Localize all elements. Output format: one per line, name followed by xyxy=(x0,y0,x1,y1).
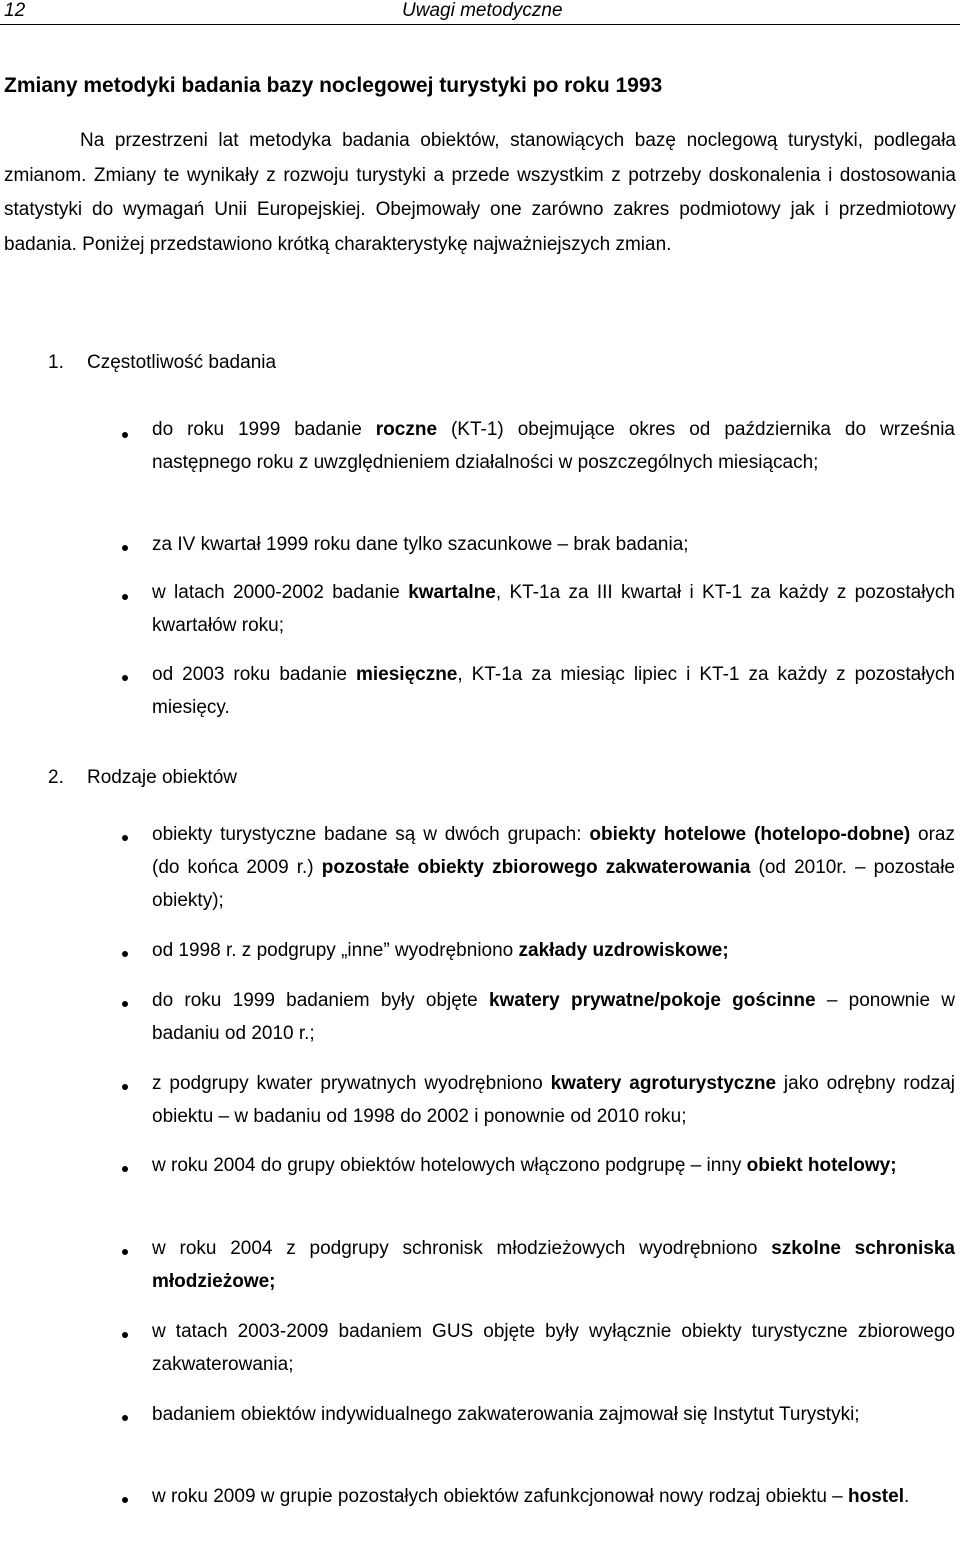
list-item xyxy=(152,1315,955,1381)
bold-term: kwatery agroturystyczne xyxy=(550,1073,777,1094)
item-text: w tatach 2003-2009 badaniem GUS objęte były wyłącznie obiekty turystyczne zbiorowego zakwaterowania; xyxy=(152,1321,955,1375)
bold-term: zakłady uzdrowiskowe; xyxy=(518,940,729,961)
list-item xyxy=(152,934,955,967)
section-number: 1. xyxy=(48,352,64,373)
item-text: do roku 1999 badanie xyxy=(152,419,376,440)
item-text: w roku 2004 z podgrupy schronisk młodzieżowych wyodrębniono xyxy=(152,1238,772,1259)
page-header xyxy=(0,0,960,24)
item-text: – ponownie w badaniu od 2010 r.; xyxy=(152,990,955,1044)
intro-paragraph: Na przestrzeni lat metodyka badania obiektów, stanowiących bazę noclegową turystyki, podlegała zmianom. Zmiany te wynikały z rozwoju turystyki a przede wszystkim z potrzeby doskonalenia i dostosowania statystyki do wymagań Unii Europejskiej. Obejmowały one zarówno zakres podmiotowy jak i przedmiotowy badania. Poniżej przedstawiono krótką charakterystykę najważniejszych zmian. xyxy=(4,130,956,255)
bold-term: miesięczne xyxy=(355,664,458,685)
item-text: od 1998 r. z podgrupy „inne” wyodrębniono xyxy=(152,940,519,961)
bold-term: kwartalne xyxy=(408,582,496,603)
header-rule xyxy=(0,24,960,25)
section-number: 2. xyxy=(48,767,64,788)
bullet-icon xyxy=(122,545,128,551)
item-text: jako odrębny rodzaj obiektu – w badaniu od 1998 do 2002 i ponownie od 2010 roku; xyxy=(152,1073,955,1127)
bold-term: kwatery prywatne/pokoje gościnne xyxy=(488,990,816,1011)
bullet-icon xyxy=(122,594,128,600)
bullet-icon xyxy=(122,1332,128,1338)
list-item xyxy=(152,818,955,917)
section-title: Zmiany metodyki badania bazy noclegowej turystyki po roku 1993 xyxy=(4,74,663,97)
bullet-icon xyxy=(122,432,128,438)
bold-term: szkolne schroniska młodzieżowe; xyxy=(152,1238,956,1292)
list-item xyxy=(152,528,955,561)
list-item xyxy=(152,1480,955,1513)
bold-term: obiekty hotelowe (hotelopo-dobne) xyxy=(589,824,911,845)
section-heading-text: Częstotliwość badania xyxy=(87,352,277,373)
section-heading-frequency xyxy=(48,352,276,374)
item-text: do roku 1999 badaniem były objęte xyxy=(152,990,489,1011)
item-text: badaniem obiektów indywidualnego zakwaterowania zajmował się Instytut Turystyki; xyxy=(152,1404,860,1425)
bullet-icon xyxy=(122,1249,128,1255)
bold-term: hostel xyxy=(848,1486,904,1507)
section-heading-types xyxy=(48,767,237,789)
bullet-icon xyxy=(122,1001,128,1007)
item-text: za IV kwartał 1999 roku dane tylko szacunkowe – brak badania; xyxy=(152,534,689,555)
item-text: (KT-1) obejmujące okres od października do września następnego roku z uwzględnieniem działalności w poszczególnych miesiącach; xyxy=(152,419,955,473)
item-text: z podgrupy kwater prywatnych wyodrębniono xyxy=(152,1073,551,1094)
bullet-icon xyxy=(122,675,128,681)
section-heading-text: Rodzaje obiektów xyxy=(87,767,237,788)
item-text: . xyxy=(903,1486,910,1507)
bold-term: pozostałe obiekty zbiorowego zakwaterowania xyxy=(321,857,751,878)
list-item xyxy=(152,984,955,1050)
bold-term: roczne xyxy=(375,419,438,440)
item-text: obiekty turystyczne badane są w dwóch grupach: xyxy=(152,824,590,845)
list-item xyxy=(152,658,955,724)
item-text: w latach 2000-2002 badanie xyxy=(152,582,409,603)
bold-term: obiekt hotelowy; xyxy=(746,1155,897,1176)
list-item xyxy=(152,1398,955,1431)
item-text: (od 2010r. – pozostałe obiekty); xyxy=(152,857,955,911)
bullet-icon xyxy=(122,835,128,841)
bullet-icon xyxy=(122,1166,128,1172)
bullet-icon xyxy=(122,1415,128,1421)
list-item xyxy=(152,576,955,642)
list-item xyxy=(152,1232,955,1298)
bullet-icon xyxy=(122,1084,128,1090)
page-number: 12 xyxy=(4,0,26,21)
item-text: oraz (do końca 2009 r.) xyxy=(152,824,955,878)
item-text: , KT-1a za III kwartał i KT-1 za każdy z pozostałych kwartałów roku; xyxy=(152,582,955,636)
list-item xyxy=(152,413,955,479)
item-text: w roku 2009 w grupie pozostałych obiektów zafunkcjonował nowy rodzaj obiektu – xyxy=(152,1486,849,1507)
list-item xyxy=(152,1067,955,1133)
item-text: w roku 2004 do grupy obiektów hotelowych włączono podgrupę – inny xyxy=(152,1155,747,1176)
item-text: od 2003 roku badanie xyxy=(152,664,356,685)
running-title: Uwagi metodyczne xyxy=(402,0,563,21)
bullet-icon xyxy=(122,951,128,957)
list-item xyxy=(152,1149,955,1182)
item-text: , KT-1a za miesiąc lipiec i KT-1 za każdy z pozostałych miesięcy. xyxy=(152,664,955,718)
bullet-icon xyxy=(122,1497,128,1503)
